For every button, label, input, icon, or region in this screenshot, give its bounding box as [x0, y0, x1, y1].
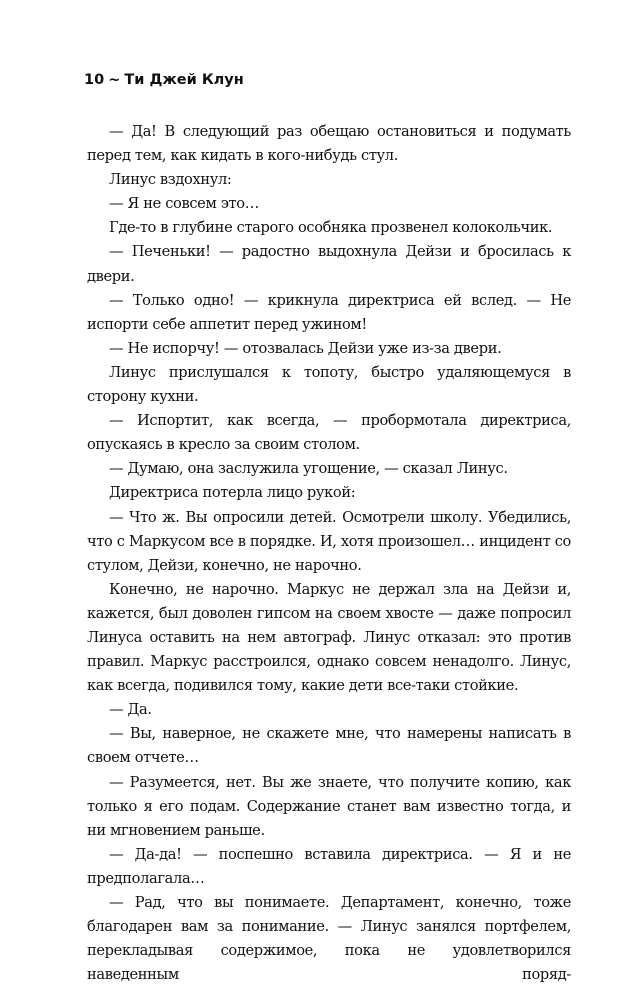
paragraph: — Только одно! — крикнула директриса ей вслед. — Не испорти себе аппетит перед ужином! — [87, 291, 571, 333]
paragraph: Линус вздохнул: — [109, 171, 232, 189]
paragraph: Конечно, не нарочно. Маркус не держал зла на Дейзи и, кажется, был доволен гипсом на своем хвосте — даже попросил Линуса оставить на нем автограф. Линус отказал: это против правил. Маркус расстроился, однако совсем ненадолго. Линус, как всегда, подивился тому, какие дети все-таки стойкие. — [87, 580, 571, 695]
paragraph: Где-то в глубине старого особняка прозвенел колокольчик. — [109, 219, 553, 237]
page-number: 10 — [84, 72, 105, 88]
paragraph: Директриса потерла лицо рукой: — [109, 484, 356, 502]
paragraph: — Разумеется, нет. Вы же знаете, что получите копию, как только я его подам. Содержание станет вам известно тогда, и ни мгновением раньше. — [87, 773, 571, 839]
paragraph: — Думаю, она заслужила угощение, — сказал Линус. — [109, 460, 508, 478]
paragraph: — Рад, что вы понимаете. Департамент, конечно, тоже благодарен вам за понимание. — Линус занялся портфелем, перекладывая содержимое, пока не удовлетворился наведенным поряд- — [87, 894, 571, 984]
paragraph: — Вы, наверное, не скажете мне, что намерены написать в своем отчете… — [87, 725, 571, 767]
paragraph: Линус прислушался к топоту, быстро удаляющемуся в сторону кухни. — [87, 363, 571, 406]
paragraph: — Что ж. Вы опросили детей. Осмотрели школу. Убедились, что с Маркусом все в порядке. И, хотя произошел… инцидент со стулом, Дейзи, конечно, не нарочно. — [87, 508, 571, 574]
author-name: Ти Джей Клун — [124, 72, 244, 88]
header-separator: ~ — [108, 72, 121, 88]
paragraph: — Печеньки! — радостно выдохнула Дейзи и бросилась к двери. — [87, 243, 571, 285]
paragraph: — Да-да! — поспешно вставила директриса. — Я и не предполагала… — [87, 845, 571, 887]
paragraph: — Да. — [109, 701, 152, 719]
paragraph: — Да! В следующий раз обещаю остановиться и подумать перед тем, как кидать в кого-нибудь стул. — [87, 123, 571, 165]
page-body — [87, 120, 571, 987]
paragraph: — Я не совсем это… — [109, 195, 259, 213]
paragraph: — Испортит, как всегда, — пробормотала директриса, опускаясь в кресло за своим столом. — [87, 412, 571, 454]
running-header — [84, 72, 244, 88]
paragraph: — Не испорчу! — отозвалась Дейзи уже из-за двери. — [109, 339, 502, 357]
